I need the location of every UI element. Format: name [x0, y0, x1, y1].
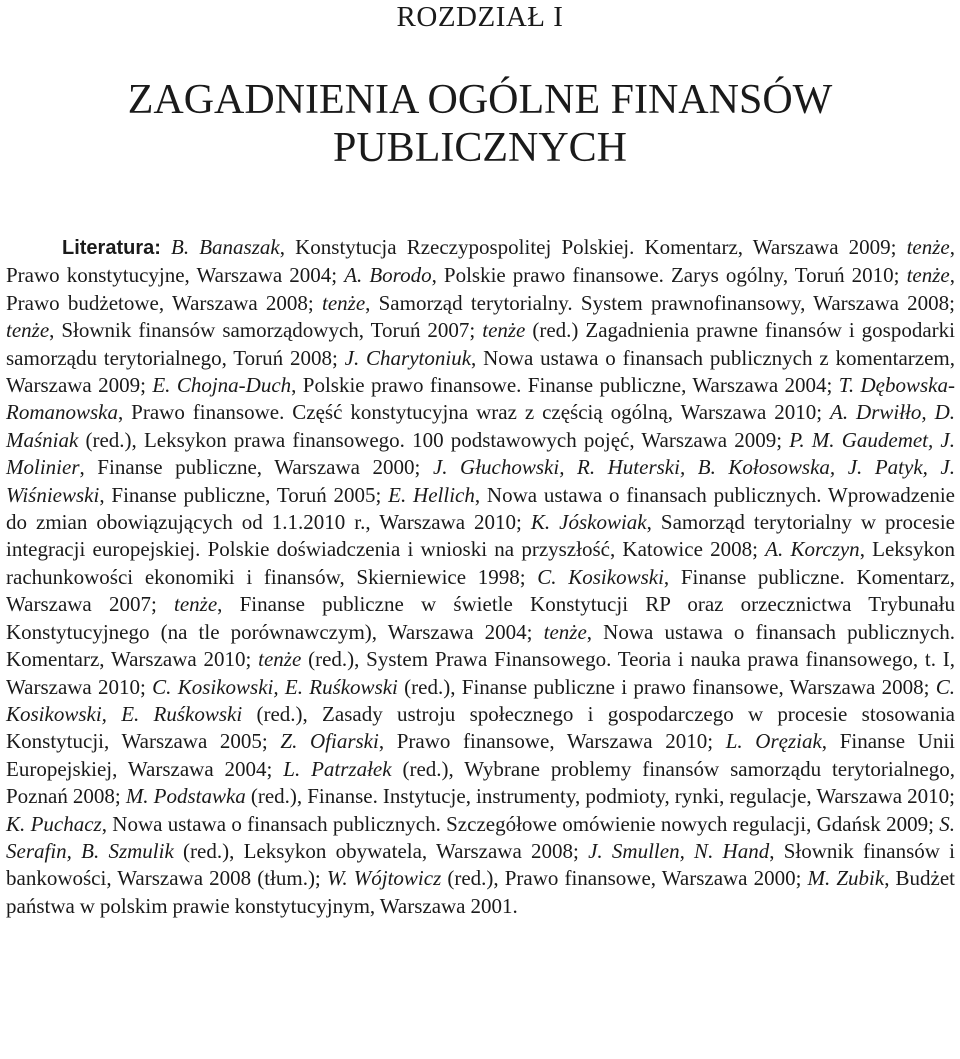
bibliography-author: C. Kosikowski, E. Ruśkowski	[152, 674, 398, 699]
chapter-title	[80, 76, 880, 172]
bibliography-text: , Nowa ustawa o finansach publicznych. Szczegółowe omówienie nowych regulacji, Gdańsk 2009;	[101, 811, 940, 836]
bibliography-text: , Polskie prawo finansowe. Zarys ogólny, Toruń 2010;	[431, 263, 907, 288]
bibliography-author: B. Banaszak	[171, 235, 280, 259]
bibliography-author: M. Zubik	[807, 866, 885, 891]
bibliography-author: E. Chojna-Duch	[152, 373, 292, 398]
bibliography-text: , Finanse publiczne w świetle Konstytucji RP oraz orzecznictwa Trybunału Konstytucyjnego (na tle porównawczym), Warszawa 2004;	[6, 592, 955, 644]
bibliography-author: tenże	[322, 290, 366, 315]
bibliography-author: K. Jóskowiak	[530, 510, 647, 535]
bibliography-author: A. Korczyn	[765, 537, 860, 562]
bibliography-author: L. Patrzałek	[283, 756, 392, 781]
bibliography-author: A. Borodo	[344, 263, 432, 288]
bibliography-author: tenże	[482, 318, 526, 343]
bibliography-text: , Polskie prawo finansowe. Finanse publiczne, Warszawa 2004;	[291, 373, 839, 398]
bibliography-text: (red.), Finanse publiczne i prawo finansowe, Warszawa 2008;	[397, 674, 936, 699]
bibliography-text: , Nowa ustawa o finansach publicznych. Komentarz, Warszawa 2010;	[6, 619, 956, 672]
bibliography-text: , Samorząd terytorialny. System prawnofinansowy, Warszawa 2008;	[365, 290, 955, 315]
bibliography-author: tenże	[258, 647, 302, 672]
bibliography-author: C. Kosikowski, E. Ruśkowski	[6, 674, 956, 726]
bibliography-author: L. Oręziak	[725, 729, 822, 754]
bibliography-author: M. Podstawka	[125, 784, 246, 809]
bibliography-author: W. Wójtowicz	[326, 866, 442, 891]
bibliography-text: , Prawo budżetowe, Warszawa 2008;	[6, 263, 955, 315]
bibliography-text: , Finanse publiczne. Komentarz, Warszawa 2007;	[6, 564, 955, 617]
bibliography-author: tenże	[906, 235, 950, 259]
bibliography-text: (red.), Wybrane problemy finansów samorządu terytorialnego, Poznań 2008;	[6, 756, 955, 809]
bibliography-author: S. Serafin, B. Szmulik	[6, 811, 955, 863]
bibliography-text: (red.), Finanse. Instytucje, instrumenty, podmioty, rynki, regulacje, Warszawa 2010;	[245, 784, 955, 809]
bibliography-author: C. Kosikowski	[537, 564, 664, 589]
bibliography-text: , Prawo konstytucyjne, Warszawa 2004;	[6, 235, 955, 288]
bibliography-text: (red.), Zasady ustroju społecznego i gospodarczego w procesie stosowania Konstytucji, Warszawa 2005;	[6, 701, 955, 754]
bibliography-author: A. Drwiłło, D. Maśniak	[6, 400, 955, 452]
bibliography-author: K. Puchacz	[6, 811, 102, 836]
chapter-title-line-1: ZAGADNIENIA OGÓLNE FINANSÓW	[127, 77, 833, 123]
bibliography-author: tenże	[6, 318, 50, 343]
bibliography-author: J. Głuchowski, R. Huterski, B. Kołosowska, J. Patyk, J. Wiśniewski	[6, 455, 956, 507]
bibliography-text: , Słownik finansów samorządowych, Toruń 2007;	[49, 318, 483, 343]
bibliography-author: tenże	[174, 592, 218, 617]
bibliography-heading: Literatura:	[62, 237, 161, 259]
bibliography-text: , Finanse publiczne, Toruń 2005;	[99, 482, 389, 507]
bibliography-text: , Leksykon rachunkowości ekonomiki i finansów, Skierniewice 1998;	[6, 537, 955, 589]
chapter-label: ROZDZIAŁ I	[396, 1, 564, 33]
bibliography-author: Z. Ofiarski	[280, 729, 379, 754]
bibliography-text: (red.), System Prawa Finansowego. Teoria i nauka prawa finansowego, t. I, Warszawa 2010;	[6, 647, 955, 699]
bibliography-text: , Prawo finansowe. Część konstytucyjna wraz z częścią ogólną, Warszawa 2010;	[118, 400, 831, 425]
bibliography-text: , Konstytucja Rzeczypospolitej Polskiej. Komentarz, Warszawa 2009;	[279, 235, 907, 259]
bibliography-text: (red.), Leksykon prawa finansowego. 100 podstawowych pojęć, Warszawa 2009;	[78, 427, 790, 452]
chapter-title-line-2: PUBLICZNYCH	[332, 125, 628, 171]
bibliography-author: T. Dębowska-Romanowska	[6, 373, 955, 425]
bibliography-text: , Nowa ustawa o finansach publicznych z komentarzem, Warszawa 2009;	[6, 345, 956, 398]
bibliography-text: , Prawo finansowe, Warszawa 2010;	[378, 729, 726, 754]
bibliography-text: (red.), Leksykon obywatela, Warszawa 2008;	[173, 838, 589, 863]
bibliography-text: , Nowa ustawa o finansach publicznych. Wprowadzenie do zmian obowiązujących od 1.1.2010 r., Warszawa 2010;	[6, 482, 955, 535]
bibliography-text: , Budżet państwa w polskim prawie konstytucyjnym, Warszawa 2001.	[6, 866, 956, 918]
bibliography-author: tenże	[543, 619, 587, 644]
bibliography-text: , Finanse Unii Europejskiej, Warszawa 2004;	[6, 729, 955, 781]
bibliography-text: (red.) Zagadnienia prawne finansów i gospodarki samorządu terytorialnego, Toruń 2008;	[6, 318, 955, 370]
bibliography-text: , Finanse publiczne, Warszawa 2000;	[79, 455, 433, 480]
bibliography-paragraph	[6, 234, 955, 920]
bibliography-author: P. M. Gaudemet, J. Molinier	[6, 427, 955, 480]
bibliography-text: (red.), Prawo finansowe, Warszawa 2000;	[441, 866, 808, 891]
bibliography-author: tenże	[906, 263, 950, 288]
bibliography-author: J. Charytoniuk	[344, 345, 472, 370]
bibliography-author: J. Smullen, N. Hand	[588, 838, 770, 863]
bibliography-author: E. Hellich	[388, 482, 475, 507]
bibliography-text: , Samorząd terytorialny w procesie integracji europejskiej. Polskie doświadczenia i wnioski na przyszłość, Katowice 2008;	[6, 510, 955, 562]
bibliography-text: , Słownik finansów i bankowości, Warszawa 2008 (tłum.);	[6, 838, 956, 891]
